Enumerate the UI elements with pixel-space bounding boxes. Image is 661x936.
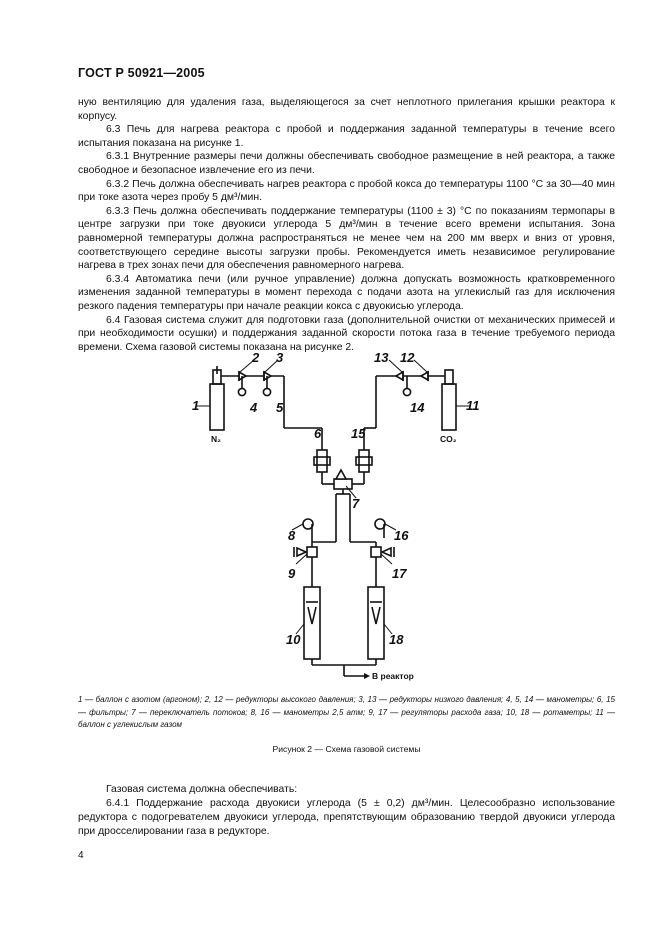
paragraph: 6.3.3 Печь должна обеспечивать поддержание температуры (1100 ± 3) °С по показаниям термопары в центре загрузки при токе двуокиси углерода 5 дм³/мин в течение всего времени испытания. Зона равномерной температуры должна распространяться не менее чем на 200 мм вверх и вниз от уровня, соответствующего середине высоты загрузки пробы. Рекомендуется иметь независимое регулирование нагрева в трех зонах печи для обеспечения равномерного нагрева. [78, 205, 615, 272]
nitrogen-cylinder [210, 384, 224, 430]
label-17: 17 [392, 566, 407, 581]
gauge-icon [263, 388, 270, 395]
flow-regulator-icon [307, 547, 317, 557]
lower-text [78, 783, 615, 839]
figure-legend: 1 — баллон с азотом (аргоном); 2, 12 — редукторы высокого давления; 3, 13 — редукторы низкого давления; 4, 5, 14 — манометры; 6, 15 — фильтры; 7 — переключатель потоков; 8, 16 — манометры 2,5 атм; 9, 17 — регуляторы расхода газа; 10, 18 — ротаметры; 11 — баллон с углекислым газом [78, 695, 615, 730]
label-2: 2 [252, 350, 260, 365]
gas-label-n2: N₂ [211, 434, 221, 444]
label-13: 13 [374, 350, 389, 365]
paragraph: Газовая система должна обеспечивать: [106, 784, 298, 795]
label-12: 12 [400, 350, 415, 365]
paragraph: 6.3.4 Автоматика печи (или ручное управление) должна допускать возможность кратковременного изменения заданной температуры в момент перехода с подачи азота на углекислый газ для исключения резкого падения температуры при начале реакции кокса с двуокисью углерода. [78, 273, 615, 312]
label-6: 6 [314, 426, 322, 441]
gas-system-diagram [192, 350, 480, 692]
label-5: 5 [276, 400, 284, 415]
label-9: 9 [288, 566, 296, 581]
filter-icon [317, 450, 327, 472]
paragraph: 6.4 Газовая система служит для подготовки газа (дополнительной очистки от механических примесей и при необходимости осушки) и поддержания заданной скорости потока газа в течение требуемого периода времени. Схема газовой системы показана на рисунке 2. [78, 314, 615, 353]
label-16: 16 [394, 528, 409, 543]
gauge-icon [403, 388, 410, 395]
paragraph: 6.3.2 Печь должна обеспечивать нагрев реактора с пробой кокса до температуры 1100 °С за 30—40 мин при токе азота через пробу 5 дм³/мин. [78, 178, 615, 204]
paragraph: 6.4.1 Поддержание расхода двуокиси углерода (5 ± 0,2) дм³/мин. Целесообразно использование редуктора с подогревателем двуокиси углерода, препятствующим образованию твердой двуокиси углерода при дросселировании газа в редукторе. [78, 798, 615, 837]
label-1: 1 [192, 398, 200, 413]
document-header: ГОСТ Р 50921—2005 [78, 66, 205, 80]
flow-regulator-icon [371, 547, 381, 557]
label-8: 8 [288, 528, 296, 543]
reducer-valve-icon [396, 372, 403, 380]
reducer-valve-icon [421, 372, 428, 380]
paragraph: 6.3 Печь для нагрева реактора с пробой и поддержания заданной температуры в течение всего испытания показана на рисунке 1. [78, 124, 615, 149]
label-15: 15 [351, 426, 366, 441]
label-7: 7 [352, 496, 360, 511]
figure-caption: Рисунок 2 — Схема газовой системы [272, 744, 421, 754]
outlet-label: В реактор [372, 671, 414, 681]
paragraph: ную вентиляцию для удаления газа, выделяющегося за счет неплотного прилегания крышки реактора к корпусу. [78, 97, 615, 122]
label-3: 3 [276, 350, 284, 365]
label-10: 10 [286, 632, 301, 647]
label-14: 14 [410, 400, 425, 415]
flow-switch-icon [334, 479, 352, 489]
gauge-icon [238, 388, 245, 395]
gas-label-co2: CO₂ [440, 434, 457, 444]
filter-icon [359, 450, 369, 472]
arrow-icon [364, 673, 370, 679]
label-4: 4 [250, 400, 258, 415]
body-text [78, 96, 615, 354]
label-18: 18 [389, 632, 404, 647]
co2-cylinder [442, 384, 456, 430]
label-11: 11 [466, 398, 480, 413]
paragraph: 6.3.1 Внутренние размеры печи должны обеспечивать свободное размещение в ней реактора, а также свободное и безопасное извлечение его из печи. [78, 151, 615, 176]
page-number: 4 [78, 850, 84, 861]
